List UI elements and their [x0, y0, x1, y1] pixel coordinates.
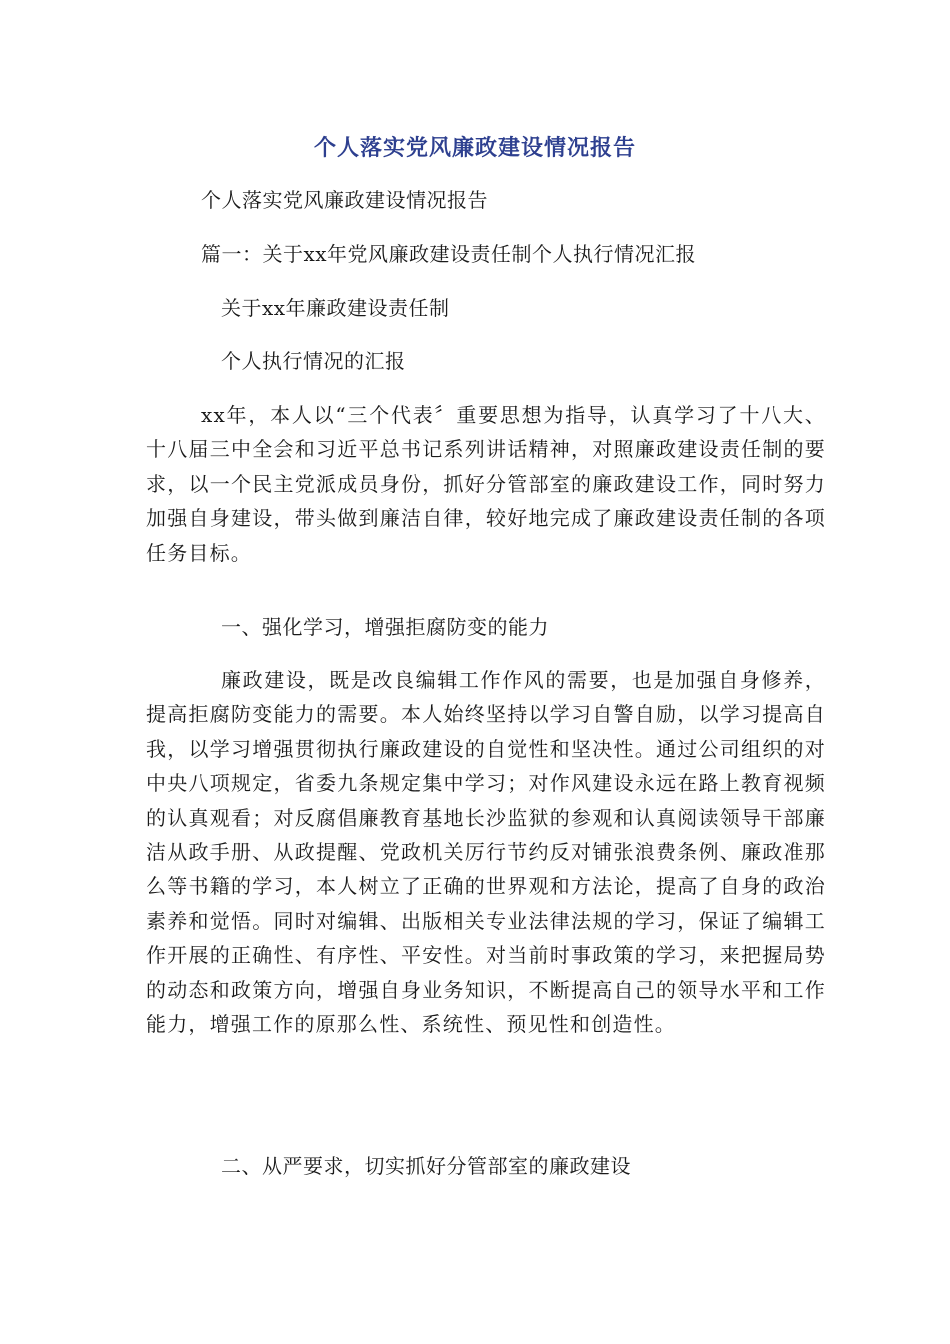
document-subtitle: 个人落实党风廉政建设情况报告 [201, 188, 488, 212]
report-heading-line-2: 个人执行情况的汇报 [221, 349, 406, 373]
chapter-heading: 篇一：关于xx年党风廉政建设责任制个人执行情况汇报 [201, 242, 697, 266]
section-2-heading: 二、从严要求，切实抓好分管部室的廉政建设 [221, 1154, 631, 1178]
document-title: 个人落实党风廉政建设情况报告 [313, 136, 636, 161]
intro-paragraph: xx年，本人以“三个代表〞重要思想为指导，认真学习了十八大、十八届三中全会和习近平总书记系列讲话精神，对照廉政建设责任制的要求，以一个民主党派成员身份，抓好分管部室的廉政建设工作，同时努力加强自身建设，带头做到廉洁自律，较好地完成了廉政建设责任制的各项任务目标。 [146, 403, 826, 565]
section-1-paragraph: 廉政建设，既是改良编辑工作作风的需要，也是加强自身修养，提高拒腐防变能力的需要。本人始终坚持以学习自警自励，以学习提高自我，以学习增强贯彻执行廉政建设的自觉性和坚决性。通过公司组织的对中央八项规定，省委九条规定集中学习；对作风建设永远在路上教育视频的认真观看；对反腐倡廉教育基地长沙监狱的参观和认真阅读领导干部廉洁从政手册、从政提醒、党政机关厉行节约反对铺张浪费条例、廉政准那么等书籍的学习，本人树立了正确的世界观和方法论，提高了自身的政治素养和觉悟。同时对编辑、出版相关专业法律法规的学习，保证了编辑工作开展的正确性、有序性、平安性。对当前时事政策的学习，来把握局势的动态和政策方向，增强自身业务知识，不断提高自己的领导水平和工作能力，增强工作的原那么性、系统性、预见性和创造性。 [146, 668, 826, 1037]
section-1-heading: 一、强化学习，增强拒腐防变的能力 [221, 615, 549, 639]
report-heading-line-1: 关于xx年廉政建设责任制 [221, 296, 450, 320]
